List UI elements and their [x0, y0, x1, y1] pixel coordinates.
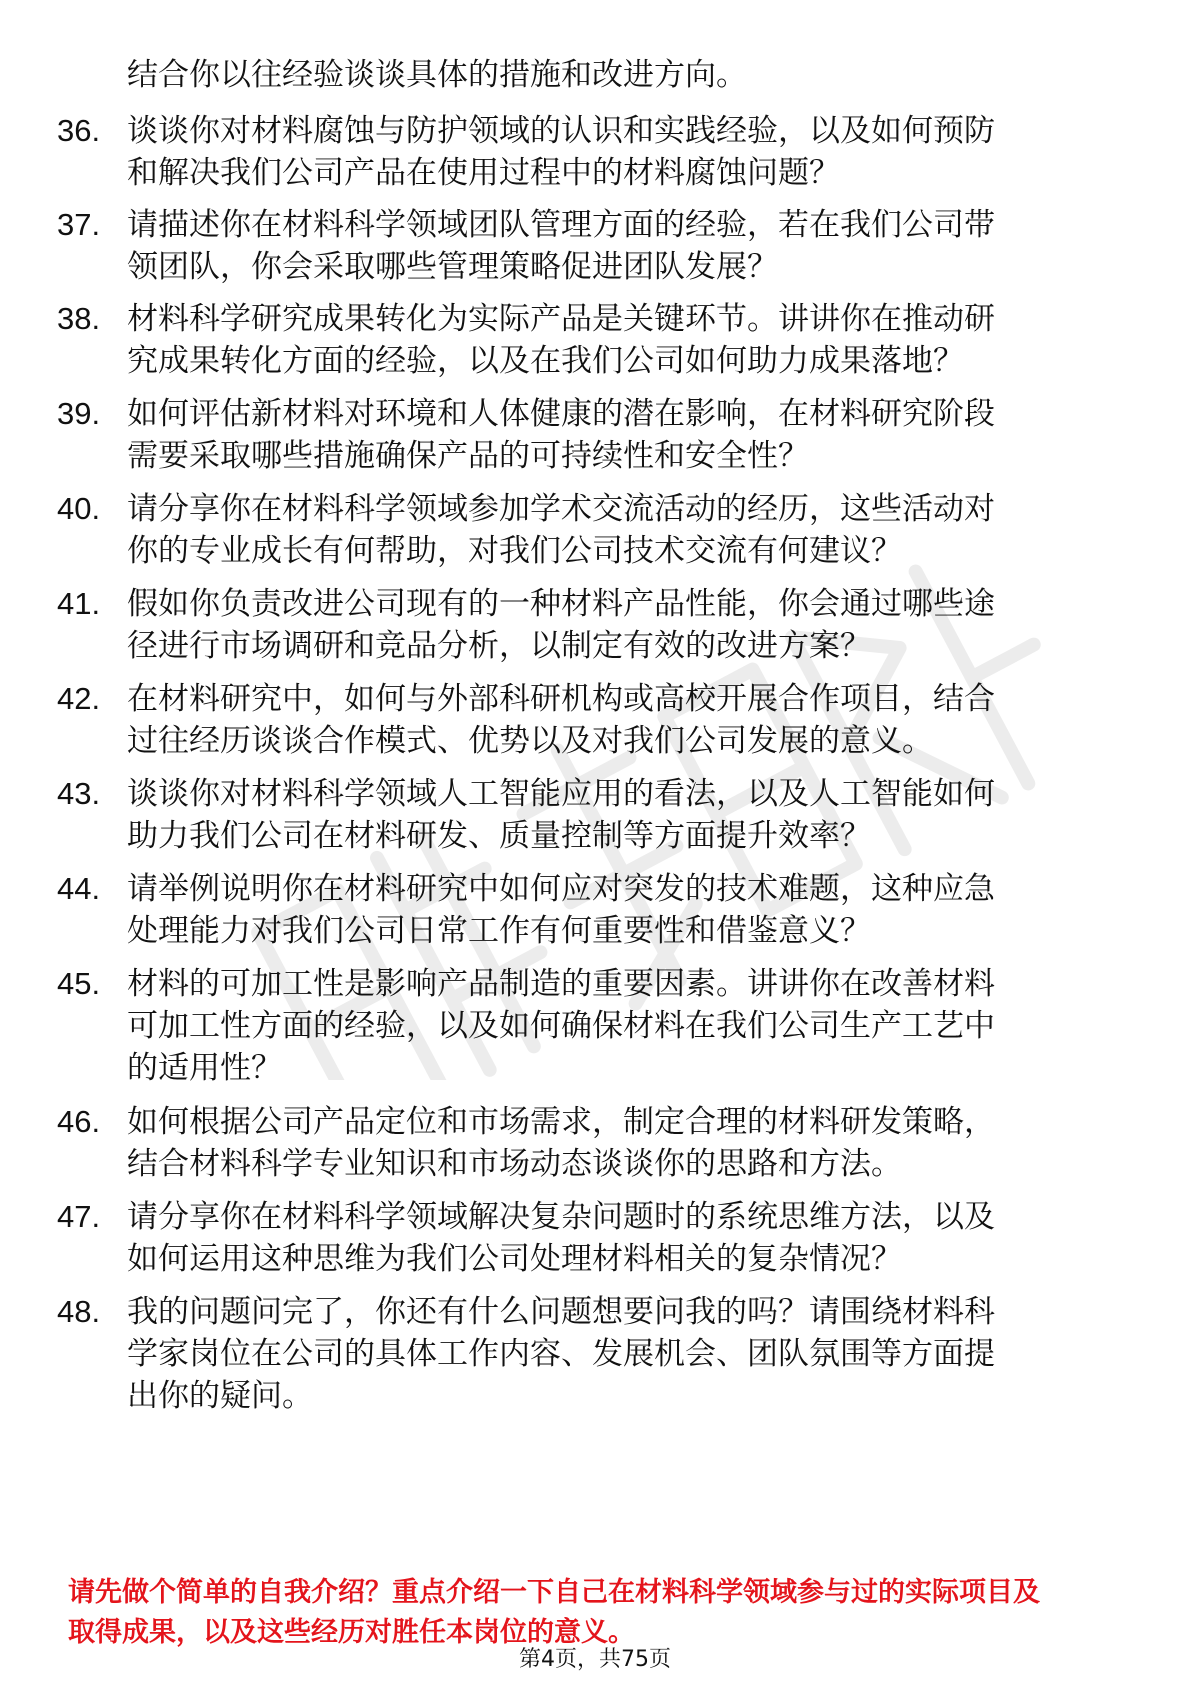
page-number-footer: 第4页，共75页	[519, 1647, 671, 1672]
question-text	[127, 1196, 1112, 1280]
highlight-line: 取得成果，以及这些经历对胜任本岗位的意义。	[68, 1617, 635, 1648]
question-line: 的适用性？	[127, 1050, 282, 1086]
question-line: 请描述你在材料科学领域团队管理方面的经验，若在我们公司带	[127, 207, 995, 243]
question-line: 如何评估新材料对环境和人体健康的潜在影响，在材料研究阶段	[127, 396, 995, 432]
question-line: 在材料研究中，如何与外部科研机构或高校开展合作项目，结合	[127, 681, 995, 717]
question-text	[127, 488, 1112, 572]
question-line: 学家岗位在公司的具体工作内容、发展机会、团队氛围等方面提	[127, 1336, 995, 1372]
question-line: 材料科学研究成果转化为实际产品是关键环节。讲讲你在推动研	[127, 301, 995, 337]
question-number: 37.	[57, 207, 101, 242]
question-line: 径进行市场调研和竞品分析，以制定有效的改进方案？	[127, 628, 871, 664]
question-text	[127, 963, 1112, 1089]
question-line: 可加工性方面的经验，以及如何确保材料在我们公司生产工艺中	[127, 1008, 995, 1044]
question-line: 处理能力对我们公司日常工作有何重要性和借鉴意义？	[127, 913, 871, 949]
question-number: 44.	[57, 871, 101, 906]
question-text	[127, 204, 1112, 288]
question-continuation: 结合你以往经验谈谈具体的措施和改进方向。	[127, 57, 747, 93]
question-line: 假如你负责改进公司现有的一种材料产品性能，你会通过哪些途	[127, 586, 995, 622]
question-line: 你的专业成长有何帮助，对我们公司技术交流有何建议？	[127, 533, 902, 569]
question-text	[127, 1101, 1112, 1185]
question-number: 39.	[57, 396, 101, 431]
question-text	[127, 868, 1112, 952]
question-line: 领团队，你会采取哪些管理策略促进团队发展？	[127, 249, 778, 285]
question-text	[127, 110, 1112, 194]
question-number: 47.	[57, 1199, 101, 1234]
question-line: 结合材料科学专业知识和市场动态谈谈你的思路和方法。	[127, 1146, 902, 1182]
question-line: 请分享你在材料科学领域参加学术交流活动的经历，这些活动对	[127, 491, 995, 527]
question-text	[127, 1291, 1112, 1417]
question-line: 如何运用这种思维为我们公司处理材料相关的复杂情况？	[127, 1241, 902, 1277]
highlight-line: 请先做个简单的自我介绍？重点介绍一下自己在材料科学领域参与过的实际项目及	[68, 1577, 1040, 1608]
question-text	[127, 393, 1112, 477]
question-line: 谈谈你对材料腐蚀与防护领域的认识和实践经验，以及如何预防	[127, 113, 995, 149]
question-number: 43.	[57, 776, 101, 811]
question-number: 40.	[57, 491, 101, 526]
highlight-question	[68, 1573, 1128, 1653]
question-number: 46.	[57, 1104, 101, 1139]
question-line: 谈谈你对材料科学领域人工智能应用的看法，以及人工智能如何	[127, 776, 995, 812]
question-text	[127, 583, 1112, 667]
question-text	[127, 298, 1112, 382]
question-line: 如何根据公司产品定位和市场需求，制定合理的材料研发策略，	[127, 1104, 995, 1140]
question-number: 48.	[57, 1294, 101, 1329]
question-line: 和解决我们公司产品在使用过程中的材料腐蚀问题？	[127, 155, 840, 191]
question-line: 过往经历谈谈合作模式、优势以及对我们公司发展的意义。	[127, 723, 933, 759]
question-text	[127, 678, 1112, 762]
question-line: 出你的疑问。	[127, 1378, 313, 1414]
question-line: 材料的可加工性是影响产品制造的重要因素。讲讲你在改善材料	[127, 966, 995, 1002]
question-number: 42.	[57, 681, 101, 716]
question-line: 我的问题问完了，你还有什么问题想要问我的吗？请围绕材料科	[127, 1294, 995, 1330]
question-line: 请分享你在材料科学领域解决复杂问题时的系统思维方法，以及	[127, 1199, 995, 1235]
question-line: 需要采取哪些措施确保产品的可持续性和安全性？	[127, 438, 809, 474]
question-number: 45.	[57, 966, 101, 1001]
question-number: 38.	[57, 301, 101, 336]
question-number: 41.	[57, 586, 101, 621]
question-text	[127, 773, 1112, 857]
question-number: 36.	[57, 113, 101, 148]
question-line: 请举例说明你在材料研究中如何应对突发的技术难题，这种应急	[127, 871, 995, 907]
question-line: 助力我们公司在材料研发、质量控制等方面提升效率？	[127, 818, 871, 854]
question-line: 究成果转化方面的经验，以及在我们公司如何助力成果落地？	[127, 343, 964, 379]
